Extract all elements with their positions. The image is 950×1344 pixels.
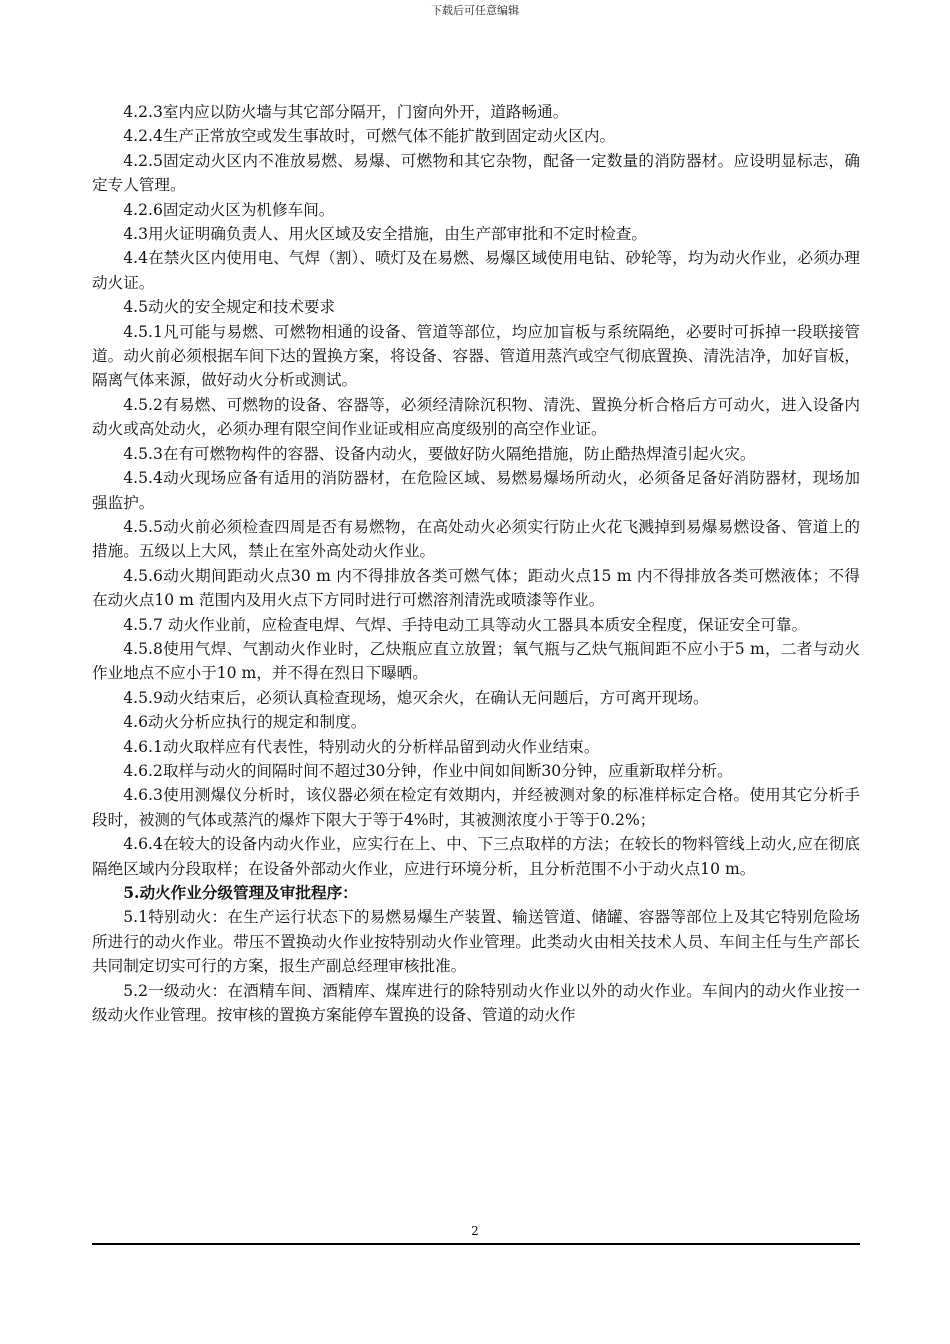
paragraph-4-2-4: 4.2.4生产正常放空或发生事故时，可燃气体不能扩散到固定动火区内。 (123, 127, 616, 146)
paragraph-4-6-3: 4.6.3使用测爆仪分析时，该仪器必须在检定有效期内，并经被测对象的标准样标定合格。使用其它分析手段时，被测的气体或蒸汽的爆炸下限大于等于4%时，其被测浓度小于等于0.2%； (92, 786, 860, 829)
paragraph-5-1: 5.1特别动火：在生产运行状态下的易燃易爆生产装置、输送管道、储罐、容器等部位上及其它特别危险场所进行的动火作业。带压不置换动火作业按特别动火作业管理。此类动火由相关技术人员、车间主任与生产部长共同制定切实可行的方案，报生产副总经理审核批准。 (92, 908, 860, 976)
paragraph-4-2-3: 4.2.3室内应以防火墙与其它部分隔开，门窗向外开，道路畅通。 (123, 103, 569, 121)
paragraph-4-4: 4.4在禁火区内使用电、气焊（割）、喷灯及在易燃、易爆区域使用电钻、砂轮等，均为动火作业，必须办理动火证。 (92, 249, 860, 292)
paragraph-4-3: 4.3用火证明确负责人、用火区域及安全措施，由生产部审批和不定时检查。 (123, 225, 647, 244)
paragraph-4-5-1: 4.5.1凡可能与易燃、可燃物相通的设备、管道等部位，均应加盲板与系统隔绝，必要时可拆掉一段联接管道。动火前必须根据车间下达的置换方案，将设备、容器、管道用蒸汽或空气彻底置换、清洗洁净，加好盲板，隔离气体来源，做好动火分析或测试。 (92, 322, 860, 390)
paragraph-4-5-3: 4.5.3在有可燃物构件的容器、设备内动火，要做好防火隔绝措施，防止酷热焊渣引起火灾。 (123, 444, 756, 463)
paragraph-4-5-9: 4.5.9动火结束后，必须认真检查现场，熄灭余火，在确认无问题后，方可离开现场。 (123, 688, 709, 707)
paragraph-4-5-2: 4.5.2有易燃、可燃物的设备、容器等，必须经清除沉积物、清洗、置换分析合格后方可动火，进入设备内动火或高处动火，必须办理有限空间作业证或相应高度级别的高空作业证。 (92, 395, 860, 439)
paragraph-4-6-1: 4.6.1动火取样应有代表性，特别动火的分析样品留到动火作业结束。 (123, 737, 600, 756)
paragraph-4-2-5: 4.2.5固定动火区内不准放易燃、易爆、可燃物和其它杂物，配备一定数量的消防器材。应设明显标志，确定专人管理。 (92, 151, 860, 195)
section-heading-5: 5.动火作业分级管理及审批程序： (123, 883, 358, 902)
page-number: 2 (471, 1224, 479, 1238)
paragraph-4-6-2: 4.6.2取样与动火的间隔时间不超过30分钟，作业中间如间断30分钟，应重新取样分析。 (123, 761, 733, 780)
paragraph-4-5: 4.5动火的安全规定和技术要求 (123, 298, 336, 317)
paragraph-5-2: 5.2一级动火：在酒精车间、酒精库、煤库进行的除特别动火作业以外的动火作业。车间内的动火作业按一级动火作业管理。按审核的置换方案能停车置换的设备、管道的动火作 (92, 981, 860, 1025)
paragraph-4-5-5: 4.5.5动火前必须检查四周是否有易燃物，在高处动火必须实行防止火花飞溅掉到易爆易燃设备、管道上的措施。五级以上大风，禁止在室外高处动火作业。 (92, 517, 860, 561)
paragraph-4-2-6: 4.2.6固定动火区为机修车间。 (123, 200, 335, 219)
page-header: 下载后可任意编辑 (431, 4, 519, 17)
document-body (92, 100, 860, 1027)
paragraph-4-6-4: 4.6.4在较大的设备内动火作业，应实行在上、中、下三点取样的方法；在较长的物料管线上动火,应在彻底隔绝区域内分段取样；在设备外部动火作业，应进行环境分析，且分析范围不小于动火点10 m。 (92, 835, 860, 878)
paragraph-4-6: 4.6动火分析应执行的规定和制度。 (123, 713, 367, 732)
footer-divider (92, 1243, 860, 1245)
paragraph-4-5-7: 4.5.7 动火作业前，应检查电焊、气焊、手持电动工具等动火工器具本质安全程度，保证安全可靠。 (123, 615, 808, 634)
paragraph-4-5-8: 4.5.8使用气焊、气割动火作业时，乙炔瓶应直立放置；氧气瓶与乙炔气瓶间距不应小于5 m，二者与动火作业地点不应小于10 m，并不得在烈日下曝晒。 (92, 639, 860, 683)
paragraph-4-5-4: 4.5.4动火现场应备有适用的消防器材，在危险区域、易燃易爆场所动火，必须备足备好消防器材，现场加强监护。 (92, 469, 860, 512)
paragraph-4-5-6: 4.5.6动火期间距动火点30 m 内不得排放各类可燃气体；距动火点15 m 内不得排放各类可燃液体；不得在动火点10 m 范围内及用火点下方同时进行可燃溶剂清洗或喷漆等作业。 (92, 566, 860, 610)
